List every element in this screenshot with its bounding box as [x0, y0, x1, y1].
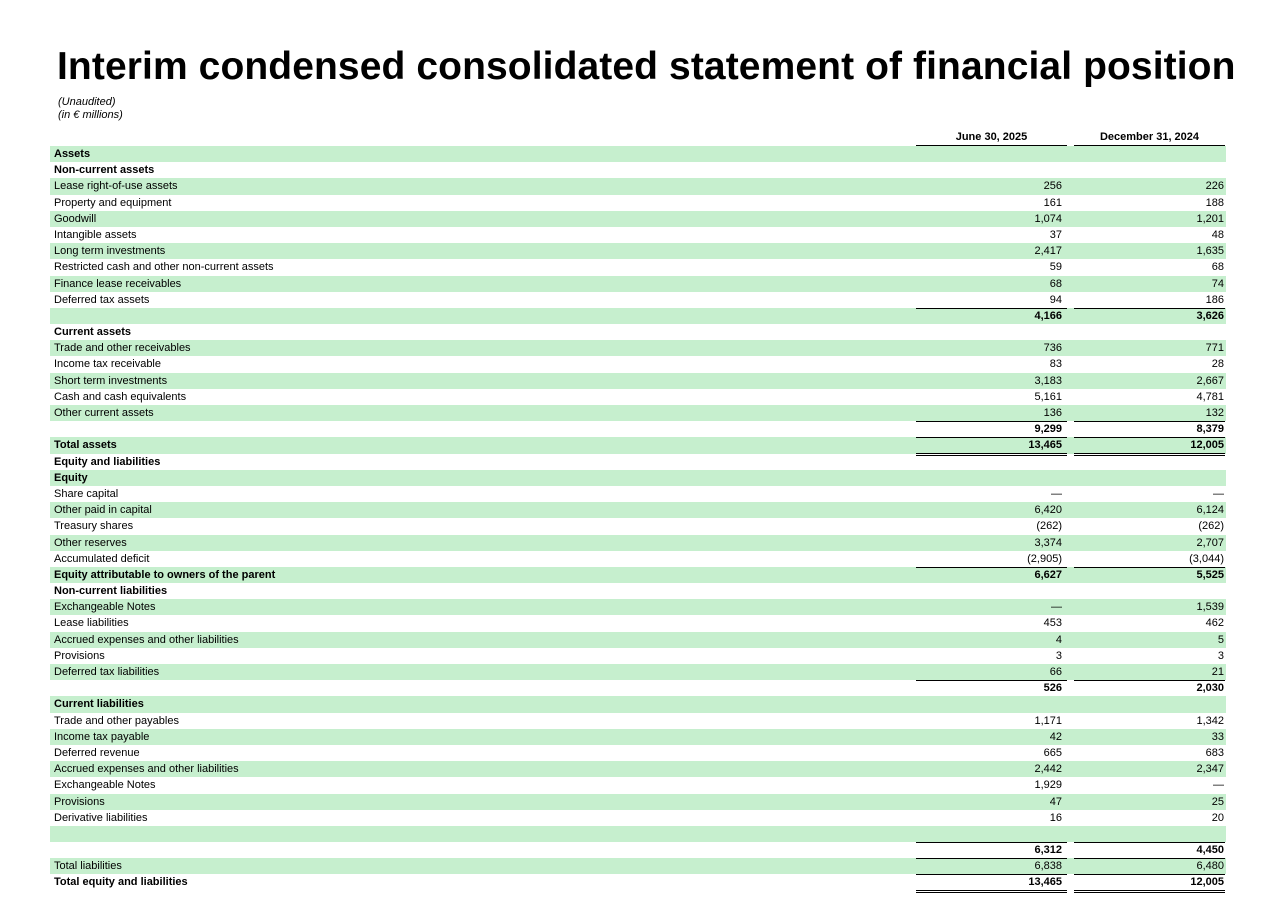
table-row: [50, 842, 1226, 858]
row-label: Lease liabilities: [54, 617, 129, 630]
row-label: Income tax payable: [54, 730, 150, 743]
value-june-2025: 4,166: [916, 308, 1067, 324]
table-row: [50, 729, 1226, 745]
row-label: Other paid in capital: [54, 504, 152, 517]
table-row: [50, 162, 1226, 178]
table-row: [50, 389, 1226, 405]
row-label: Derivative liabilities: [54, 811, 148, 824]
value-december-2024: —: [1213, 487, 1224, 500]
row-label: Accumulated deficit: [54, 552, 150, 565]
value-december-2024: 6,480: [1074, 858, 1225, 874]
row-label: Equity attributable to owners of the parent: [54, 568, 276, 581]
row-label: Non-current liabilities: [54, 585, 168, 598]
value-june-2025: 13,465: [916, 437, 1067, 453]
row-label: Long term investments: [54, 245, 166, 258]
value-december-2024: (3,044): [1189, 552, 1224, 565]
value-june-2025: 6,312: [916, 842, 1067, 858]
table-row: [50, 421, 1226, 437]
value-december-2024: 8,379: [1074, 421, 1225, 437]
table-row: [50, 324, 1226, 340]
table-row: [50, 535, 1226, 551]
column-header-december-2024: December 31, 2024: [1099, 131, 1200, 143]
row-label: Intangible assets: [54, 228, 137, 241]
value-december-2024: 4,450: [1074, 842, 1225, 858]
table-row: [50, 664, 1226, 680]
value-december-2024: 33: [1211, 730, 1224, 743]
value-june-2025: 6,838: [916, 858, 1067, 874]
table-row: [50, 551, 1226, 567]
value-june-2025: 665: [1043, 746, 1062, 759]
value-june-2025: (2,905): [1027, 552, 1062, 565]
value-june-2025: 6,627: [916, 567, 1067, 583]
value-june-2025: 3,183: [1034, 374, 1062, 387]
table-row: [50, 486, 1226, 502]
value-december-2024: 3,626: [1074, 308, 1225, 324]
table-row: [50, 195, 1226, 211]
value-june-2025: 47: [1049, 795, 1062, 808]
value-december-2024: 74: [1211, 277, 1224, 290]
column-header-june-2025: June 30, 2025: [955, 131, 1028, 143]
table-row: [50, 211, 1226, 227]
table-row: [50, 356, 1226, 372]
row-label: Restricted cash and other non-current assets: [54, 261, 274, 274]
value-june-2025: 4: [1055, 633, 1062, 646]
value-december-2024: 771: [1205, 342, 1224, 355]
table-row: [50, 502, 1226, 518]
row-label: Total assets: [54, 439, 117, 452]
value-june-2025: 13,465: [916, 874, 1067, 890]
row-label: Lease right-of-use assets: [54, 180, 178, 193]
value-december-2024: 3: [1217, 649, 1224, 662]
table-row: [50, 227, 1226, 243]
table-row: [50, 874, 1226, 890]
value-december-2024: 1,539: [1196, 601, 1224, 614]
value-december-2024: 1,201: [1196, 212, 1224, 225]
value-june-2025: 66: [1049, 666, 1062, 678]
table-row: [50, 470, 1226, 486]
table-row: [50, 518, 1226, 534]
row-label: Treasury shares: [54, 520, 134, 533]
value-december-2024: 1,635: [1196, 245, 1224, 258]
table-row: [50, 437, 1226, 453]
row-label: Non-current assets: [54, 164, 155, 177]
value-june-2025: 3,374: [1034, 536, 1062, 549]
value-june-2025: —: [1051, 487, 1062, 500]
table-row: [50, 761, 1226, 777]
row-label: Deferred tax liabilities: [54, 666, 160, 678]
row-label: Current liabilities: [54, 698, 144, 711]
value-december-2024: 2,707: [1196, 536, 1224, 549]
row-label: Deferred revenue: [54, 746, 140, 759]
row-label: Property and equipment: [54, 196, 172, 209]
table-row: [50, 243, 1226, 259]
value-december-2024: 132: [1205, 407, 1224, 419]
value-june-2025: 256: [1043, 180, 1062, 193]
value-december-2024: 226: [1205, 180, 1224, 193]
table-row: [50, 340, 1226, 356]
row-label: Trade and other receivables: [54, 342, 191, 355]
value-june-2025: 1,171: [1034, 714, 1062, 727]
table-row: [50, 583, 1226, 599]
value-december-2024: —: [1213, 779, 1224, 792]
value-december-2024: 28: [1211, 358, 1224, 371]
row-label: Cash and cash equivalents: [54, 390, 187, 403]
value-june-2025: 94: [1049, 293, 1062, 306]
row-label: Share capital: [54, 487, 119, 500]
value-december-2024: 12,005: [1074, 874, 1225, 890]
row-label: Assets: [54, 148, 91, 160]
value-december-2024: 186: [1205, 293, 1224, 306]
value-june-2025: 9,299: [916, 421, 1067, 437]
row-label: Total equity and liabilities: [54, 876, 188, 889]
value-december-2024: 462: [1205, 617, 1224, 630]
table-row: [50, 178, 1226, 194]
value-december-2024: 6,124: [1196, 504, 1224, 517]
value-december-2024: 2,347: [1196, 763, 1224, 776]
table-row: [50, 615, 1226, 631]
value-june-2025: 2,417: [1034, 245, 1062, 258]
row-label: Short term investments: [54, 374, 168, 387]
table-row: [50, 632, 1226, 648]
value-june-2025: —: [1051, 601, 1062, 614]
table-row: [50, 810, 1226, 826]
row-label: Other reserves: [54, 536, 127, 549]
row-label: Current assets: [54, 326, 132, 339]
value-december-2024: 5: [1217, 633, 1224, 646]
table-row: [50, 405, 1226, 421]
value-june-2025: 42: [1049, 730, 1062, 743]
row-label: Accrued expenses and other liabilities: [54, 763, 239, 776]
row-label: Trade and other payables: [54, 714, 179, 727]
table-row: [50, 713, 1226, 729]
row-label: Equity: [54, 471, 88, 484]
value-june-2025: 16: [1049, 811, 1062, 824]
table-row: [50, 373, 1226, 389]
table-row: [50, 745, 1226, 761]
value-june-2025: 6,420: [1034, 504, 1062, 517]
row-label: Other current assets: [54, 407, 154, 419]
table-row: [50, 146, 1226, 162]
table-row: [50, 292, 1226, 308]
value-december-2024: 1,342: [1196, 714, 1224, 727]
table-row: [50, 259, 1226, 275]
value-june-2025: 736: [1043, 342, 1062, 355]
value-december-2024: 2,030: [1074, 680, 1225, 696]
row-label: Total liabilities: [54, 860, 122, 873]
value-june-2025: (262): [1036, 520, 1062, 533]
table-row: [50, 454, 1226, 470]
table-row: [50, 794, 1226, 810]
table-row: [50, 567, 1226, 583]
value-june-2025: 1,929: [1034, 779, 1062, 792]
value-june-2025: 526: [916, 680, 1067, 696]
value-june-2025: 68: [1049, 277, 1062, 290]
value-june-2025: 136: [1043, 407, 1062, 419]
value-december-2024: 5,525: [1074, 567, 1225, 583]
value-june-2025: 161: [1043, 196, 1062, 209]
table-row: [50, 858, 1226, 874]
row-label: Equity and liabilities: [54, 455, 161, 468]
value-december-2024: 25: [1211, 795, 1224, 808]
table-row: [50, 826, 1226, 842]
financial-table: [50, 146, 1226, 891]
value-december-2024: 188: [1205, 196, 1224, 209]
value-december-2024: (262): [1198, 520, 1224, 533]
table-row: [50, 680, 1226, 696]
table-row: [50, 599, 1226, 615]
row-label: Exchangeable Notes: [54, 779, 156, 792]
value-december-2024: 68: [1211, 261, 1224, 274]
table-row: [50, 276, 1226, 292]
currency-note: (in € millions): [58, 109, 123, 121]
row-label: Accrued expenses and other liabilities: [54, 633, 239, 646]
value-june-2025: 83: [1049, 358, 1062, 371]
table-row: [50, 777, 1226, 793]
row-label: Provisions: [54, 649, 105, 662]
value-june-2025: 3: [1055, 649, 1062, 662]
row-label: Goodwill: [54, 212, 97, 225]
row-label: Deferred tax assets: [54, 293, 150, 306]
table-row: [50, 648, 1226, 664]
value-december-2024: 21: [1211, 666, 1224, 678]
value-december-2024: 20: [1211, 811, 1224, 824]
value-june-2025: 453: [1043, 617, 1062, 630]
value-december-2024: 683: [1205, 746, 1224, 759]
row-label: Finance lease receivables: [54, 277, 182, 290]
value-june-2025: 59: [1049, 261, 1062, 274]
value-june-2025: 2,442: [1034, 763, 1062, 776]
unaudited-note: (Unaudited): [58, 96, 116, 108]
table-row: [50, 308, 1226, 324]
value-june-2025: 1,074: [1034, 212, 1062, 225]
row-label: Income tax receivable: [54, 358, 161, 371]
value-december-2024: 2,667: [1196, 374, 1224, 387]
row-label: Exchangeable Notes: [54, 601, 156, 614]
value-june-2025: 37: [1049, 228, 1062, 241]
value-december-2024: 48: [1211, 228, 1224, 241]
value-june-2025: 5,161: [1034, 390, 1062, 403]
value-december-2024: 4,781: [1196, 390, 1224, 403]
page-title: Interim condensed consolidated statement of financial position: [57, 45, 1236, 88]
table-row: [50, 696, 1226, 712]
row-label: Provisions: [54, 795, 105, 808]
value-december-2024: 12,005: [1074, 437, 1225, 453]
